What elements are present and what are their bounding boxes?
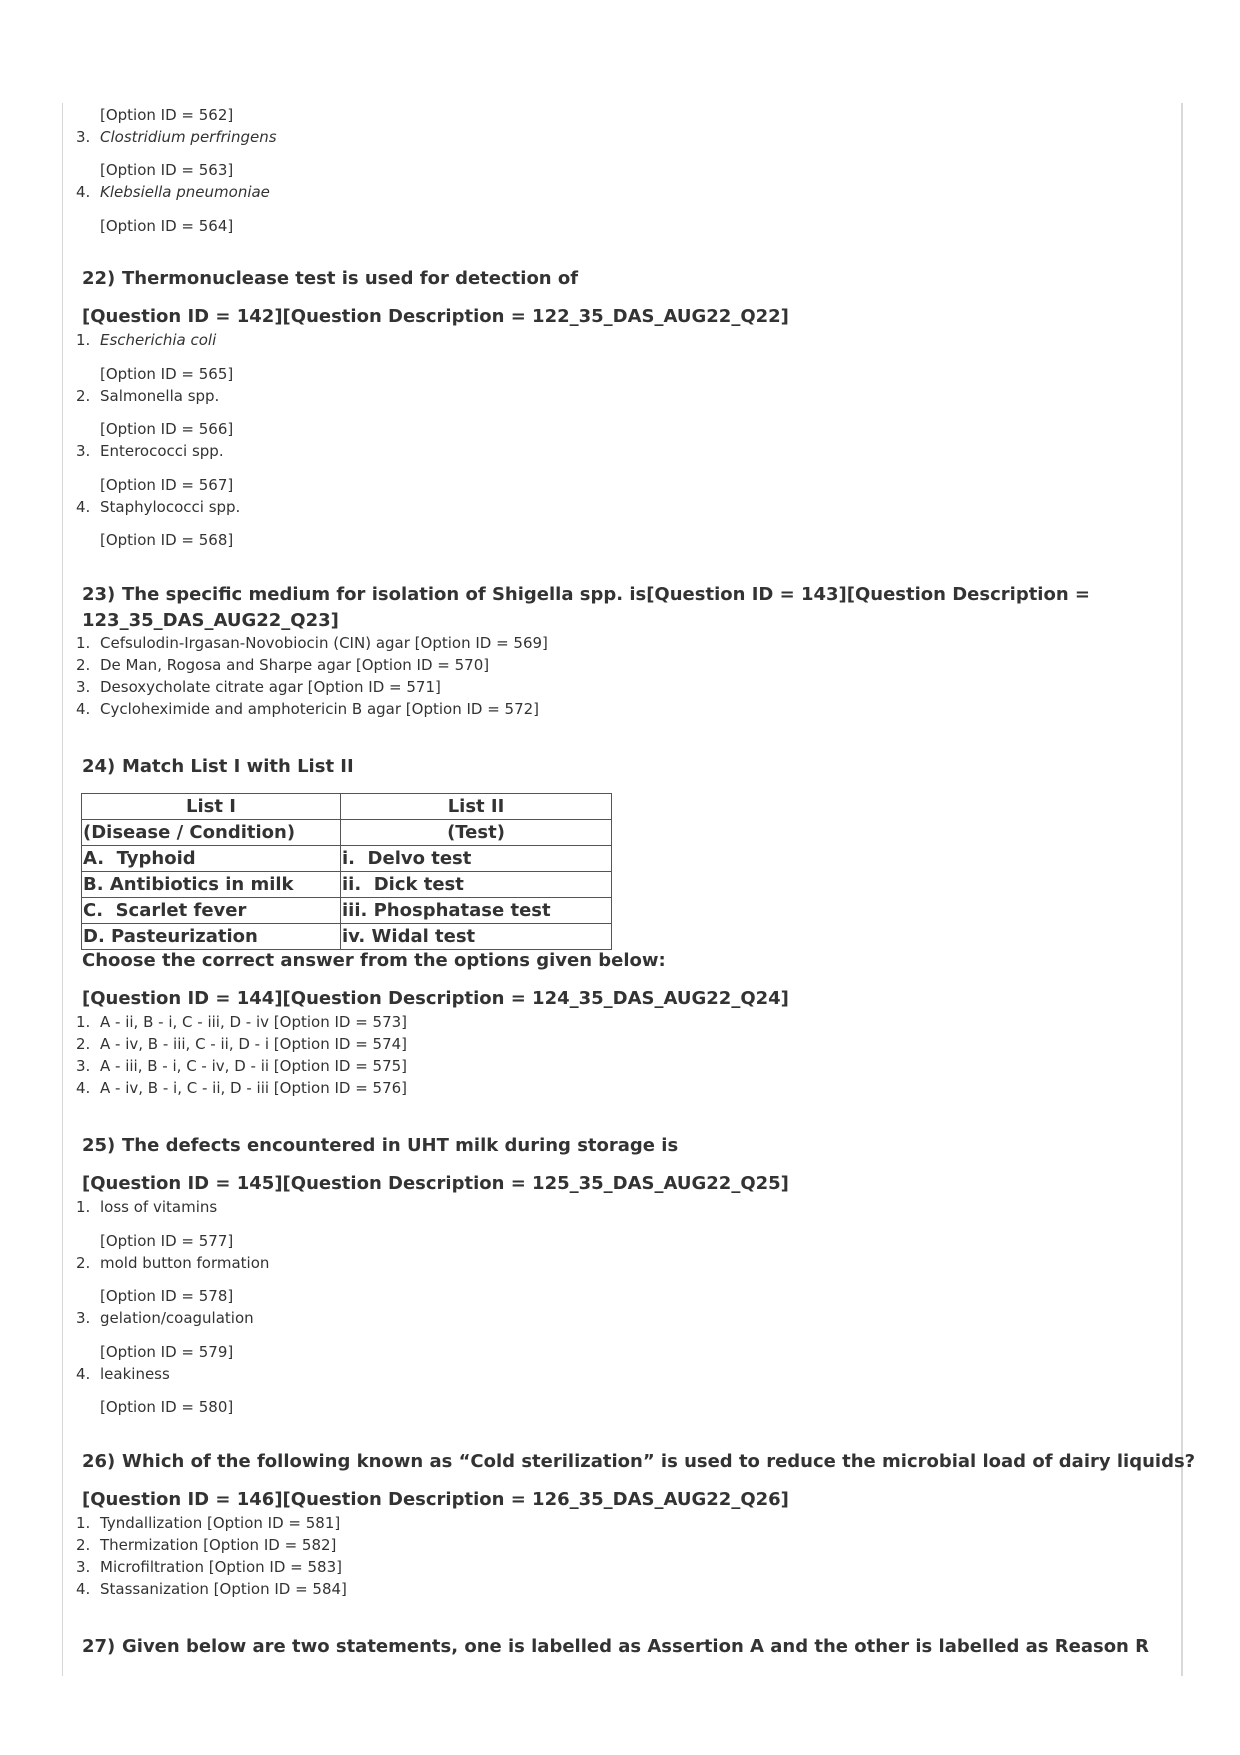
option-item: 2. De Man, Rogosa and Sharpe agar [Option ID = 570]	[76, 656, 490, 674]
option-item: 2. mold button formation	[76, 1254, 270, 1272]
option-id: [Option ID = 568]	[100, 531, 234, 549]
option-item: 3. Clostridium perfringens	[76, 128, 277, 146]
option-item: 1. Cefsulodin-Irgasan-Novobiocin (CIN) agar [Option ID = 569]	[76, 634, 548, 652]
question-26-title: 26) Which of the following known as “Cold sterilization” is used to reduce the microbial load of dairy liquids?	[82, 1451, 1196, 1472]
option-item: 4. Staphylococci spp.	[76, 498, 241, 516]
option-item: 2. Salmonella spp.	[76, 387, 220, 405]
table-cell: C. Scarlet fever	[82, 898, 341, 924]
option-item: 4. A - iv, B - i, C - ii, D - iii [Option ID = 576]	[76, 1079, 408, 1097]
table-cell: D. Pasteurization	[82, 924, 341, 950]
option-item: 4. Cycloheximide and amphotericin B agar [Option ID = 572]	[76, 700, 540, 718]
page-border-right	[1181, 103, 1183, 1676]
option-id: [Option ID = 579]	[100, 1343, 234, 1361]
table-cell: iii. Phosphatase test	[341, 898, 612, 924]
option-item: 3. Microfiltration [Option ID = 583]	[76, 1558, 342, 1576]
option-item: 2. Thermization [Option ID = 582]	[76, 1536, 337, 1554]
table-cell: ii. Dick test	[341, 872, 612, 898]
option-item: 1. A - ii, B - i, C - iii, D - iv [Option ID = 573]	[76, 1013, 408, 1031]
table-subheader: (Test)	[341, 820, 612, 846]
option-item: 3. Enterococci spp.	[76, 442, 224, 460]
table-cell: A. Typhoid	[82, 846, 341, 872]
option-id: [Option ID = 567]	[100, 476, 234, 494]
table-row	[82, 820, 612, 846]
option-id: [Option ID = 563]	[100, 161, 234, 179]
question-25-title: 25) The defects encountered in UHT milk during storage is	[82, 1135, 679, 1156]
table-row	[82, 794, 612, 820]
option-id: [Option ID = 565]	[100, 365, 234, 383]
option-id: [Option ID = 580]	[100, 1398, 234, 1416]
table-subheader: (Disease / Condition)	[82, 820, 341, 846]
option-item: 4. leakiness	[76, 1365, 170, 1383]
page-border-left	[62, 103, 63, 1676]
option-item: 2. A - iv, B - iii, C - ii, D - i [Option ID = 574]	[76, 1035, 408, 1053]
table-cell: B. Antibiotics in milk	[82, 872, 341, 898]
table-row	[82, 846, 612, 872]
table-row	[82, 872, 612, 898]
option-id: [Option ID = 564]	[100, 217, 234, 235]
option-item: 3. A - iii, B - i, C - iv, D - ii [Option ID = 575]	[76, 1057, 408, 1075]
question-24-meta: [Question ID = 144][Question Description = 124_35_DAS_AUG22_Q24]	[82, 988, 789, 1009]
option-item: 4. Stassanization [Option ID = 584]	[76, 1580, 347, 1598]
option-item: 3. gelation/coagulation	[76, 1309, 254, 1327]
question-26-meta: [Question ID = 146][Question Description = 126_35_DAS_AUG22_Q26]	[82, 1489, 789, 1510]
option-item: 1. Tyndallization [Option ID = 581]	[76, 1514, 341, 1532]
match-table	[81, 793, 612, 950]
option-id: [Option ID = 566]	[100, 420, 234, 438]
table-cell: iv. Widal test	[341, 924, 612, 950]
option-id: [Option ID = 578]	[100, 1287, 234, 1305]
option-item: 1. loss of vitamins	[76, 1198, 218, 1216]
question-22-title: 22) Thermonuclease test is used for detection of	[82, 268, 579, 289]
question-24-instruction: Choose the correct answer from the options given below:	[82, 950, 666, 971]
option-item: 1. Escherichia coli	[76, 331, 217, 349]
question-22-meta: [Question ID = 142][Question Description = 122_35_DAS_AUG22_Q22]	[82, 306, 789, 327]
question-27-title: 27) Given below are two statements, one is labelled as Assertion A and the other is labelled as Reason R	[82, 1636, 1150, 1657]
question-25-meta: [Question ID = 145][Question Description = 125_35_DAS_AUG22_Q25]	[82, 1173, 789, 1194]
table-cell: i. Delvo test	[341, 846, 612, 872]
question-23-title: 23) The specific medium for isolation of Shigella spp. is[Question ID = 143][Question Description =	[82, 584, 1091, 605]
table-header: List II	[341, 794, 612, 820]
option-id: [Option ID = 577]	[100, 1232, 234, 1250]
table-row	[82, 924, 612, 950]
option-id: [Option ID = 562]	[100, 106, 234, 124]
question-23-title-cont: 123_35_DAS_AUG22_Q23]	[82, 610, 339, 631]
option-item: 4. Klebsiella pneumoniae	[76, 183, 270, 201]
option-item: 3. Desoxycholate citrate agar [Option ID = 571]	[76, 678, 441, 696]
question-24-title: 24) Match List I with List II	[82, 756, 354, 777]
table-row	[82, 898, 612, 924]
table-header: List I	[82, 794, 341, 820]
